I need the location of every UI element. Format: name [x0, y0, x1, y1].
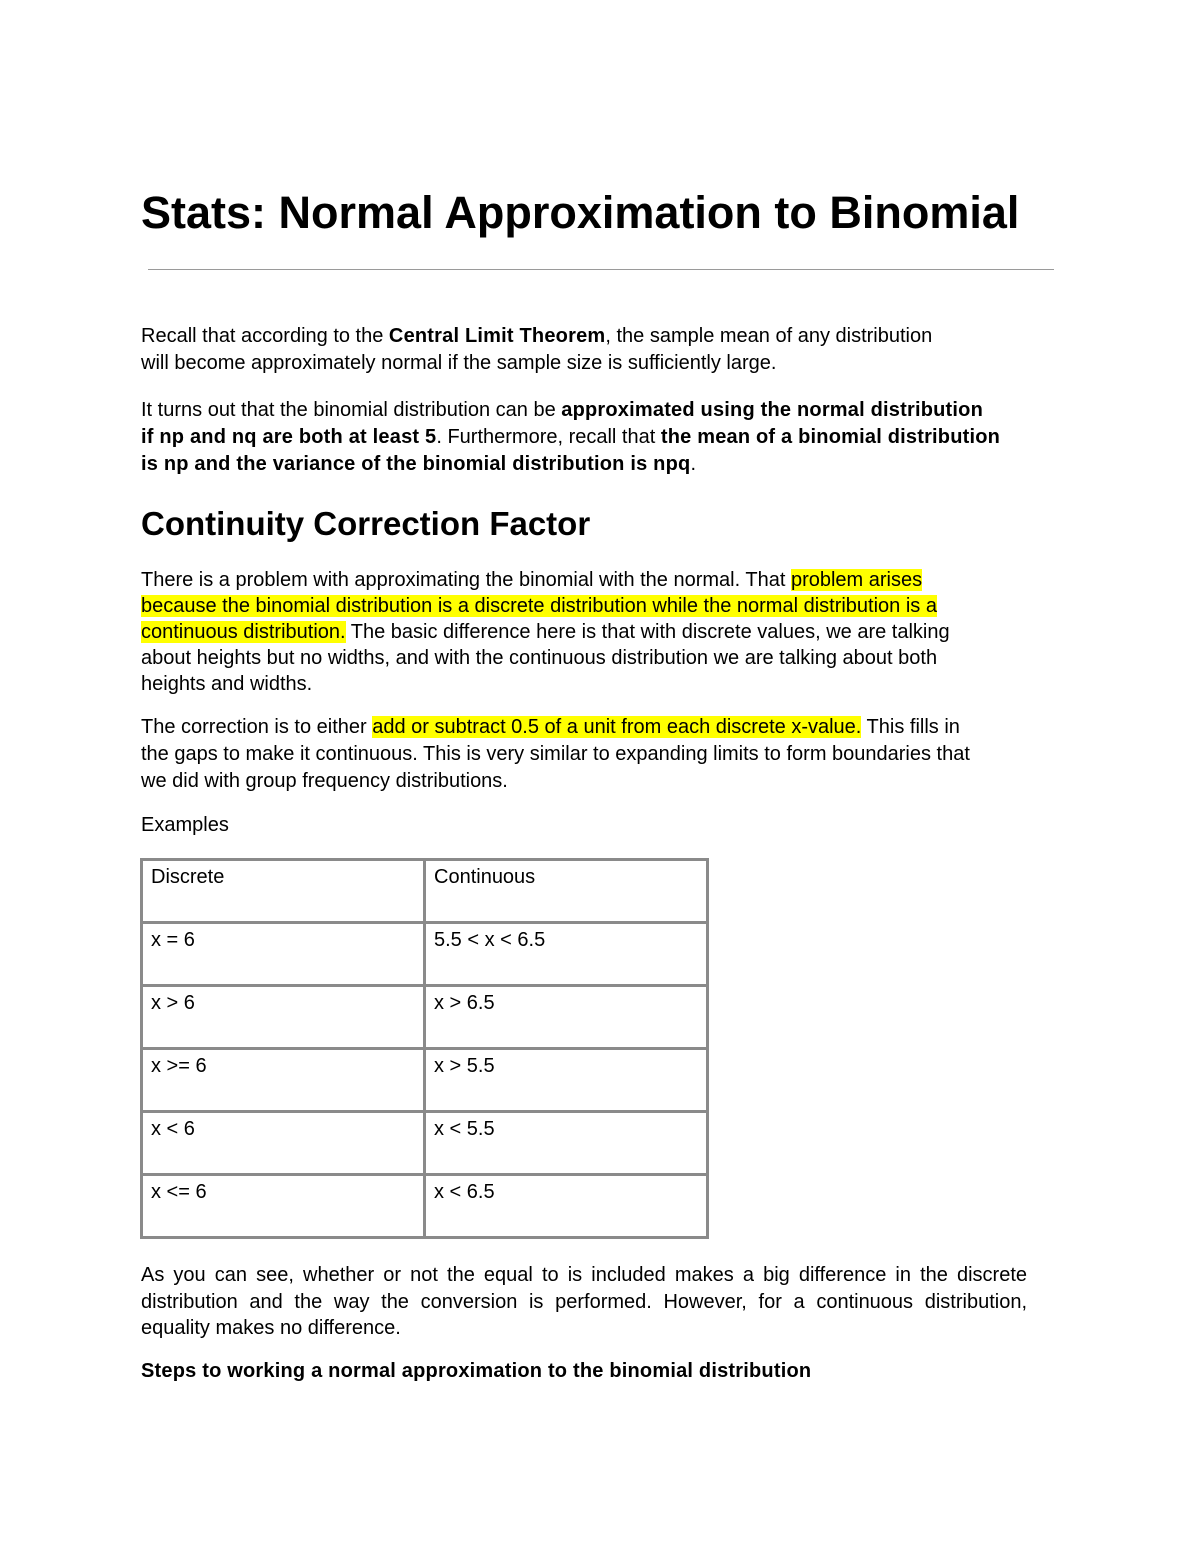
approx-text: It turns out that the binomial distribution can be	[141, 399, 562, 421]
steps-heading-text: Steps to working a normal approximation to the binomial distribution	[141, 1360, 812, 1382]
approx-bold-text: if np and nq are both at least 5	[141, 426, 437, 448]
table-row	[142, 923, 708, 986]
highlighted-text: because the binomial distribution is a discrete distribution while the normal distribution is a	[141, 595, 937, 617]
intro-text: Recall that according to the	[141, 325, 389, 347]
table-cell: 5.5 < x < 6.5	[425, 923, 708, 986]
approx-bold-text: approximated using the normal distribution	[561, 399, 984, 421]
page-title: Stats: Normal Approximation to Binomial	[141, 187, 1020, 238]
table-cell: x <= 6	[142, 1175, 425, 1238]
examples-table	[140, 858, 709, 1239]
table-header-cell: Discrete	[142, 860, 425, 923]
table-row	[142, 1112, 708, 1175]
table-header-cell: Continuous	[425, 860, 708, 923]
highlighted-text: add or subtract 0.5 of a unit from each discrete x-value.	[372, 716, 862, 738]
problem-text: heights and widths.	[141, 673, 313, 695]
intro-paragraph	[141, 323, 932, 377]
table-cell: x > 6	[142, 986, 425, 1049]
approximation-paragraph	[141, 397, 1000, 478]
highlighted-text: problem arises	[790, 569, 923, 591]
table-header-row	[142, 860, 708, 923]
section-heading: Continuity Correction Factor	[141, 505, 591, 542]
table-row	[142, 1049, 708, 1112]
approx-bold-text: is np and the variance of the binomial distribution is npq	[141, 453, 691, 475]
examples-label: Examples	[141, 814, 229, 836]
correction-text: we did with group frequency distributions.	[141, 770, 508, 792]
problem-text: about heights but no widths, and with the continuous distribution we are talking about both	[141, 647, 938, 669]
correction-text: This fills in	[861, 716, 960, 738]
table-cell: x = 6	[142, 923, 425, 986]
table-cell: x >= 6	[142, 1049, 425, 1112]
correction-text: The correction is to either	[141, 716, 373, 738]
table-row	[142, 1175, 708, 1238]
table-cell: x > 6.5	[425, 986, 708, 1049]
table-cell: x < 6	[142, 1112, 425, 1175]
table-cell: x < 6.5	[425, 1175, 708, 1238]
intro-text: will become approximately normal if the sample size is sufficiently large.	[141, 352, 777, 374]
table-cell: x < 5.5	[425, 1112, 708, 1175]
table-row	[142, 986, 708, 1049]
approx-text: .	[690, 453, 696, 475]
highlighted-text: continuous distribution.	[141, 621, 346, 643]
steps-heading	[141, 1358, 811, 1385]
problem-text: The basic difference here is that with discrete values, we are talking	[345, 621, 950, 643]
problem-text: There is a problem with approximating the binomial with the normal. That	[141, 569, 791, 591]
table-cell: x > 5.5	[425, 1049, 708, 1112]
approx-bold-text: the mean of a binomial distribution	[660, 426, 1001, 448]
problem-paragraph	[141, 567, 950, 697]
approx-text: . Furthermore, recall that	[436, 426, 661, 448]
intro-text: , the sample mean of any distribution	[605, 325, 933, 347]
conclusion-paragraph: As you can see, whether or not the equal to is included makes a big difference in the discrete distribution and the way the conversion is performed. However, for a continuous distribution, equality makes no difference.	[141, 1264, 1027, 1339]
correction-text: the gaps to make it continuous. This is very similar to expanding limits to form boundaries that	[141, 743, 970, 765]
title-divider	[148, 269, 1054, 270]
correction-paragraph	[141, 714, 970, 795]
central-limit-theorem-term: Central Limit Theorem	[388, 325, 606, 347]
